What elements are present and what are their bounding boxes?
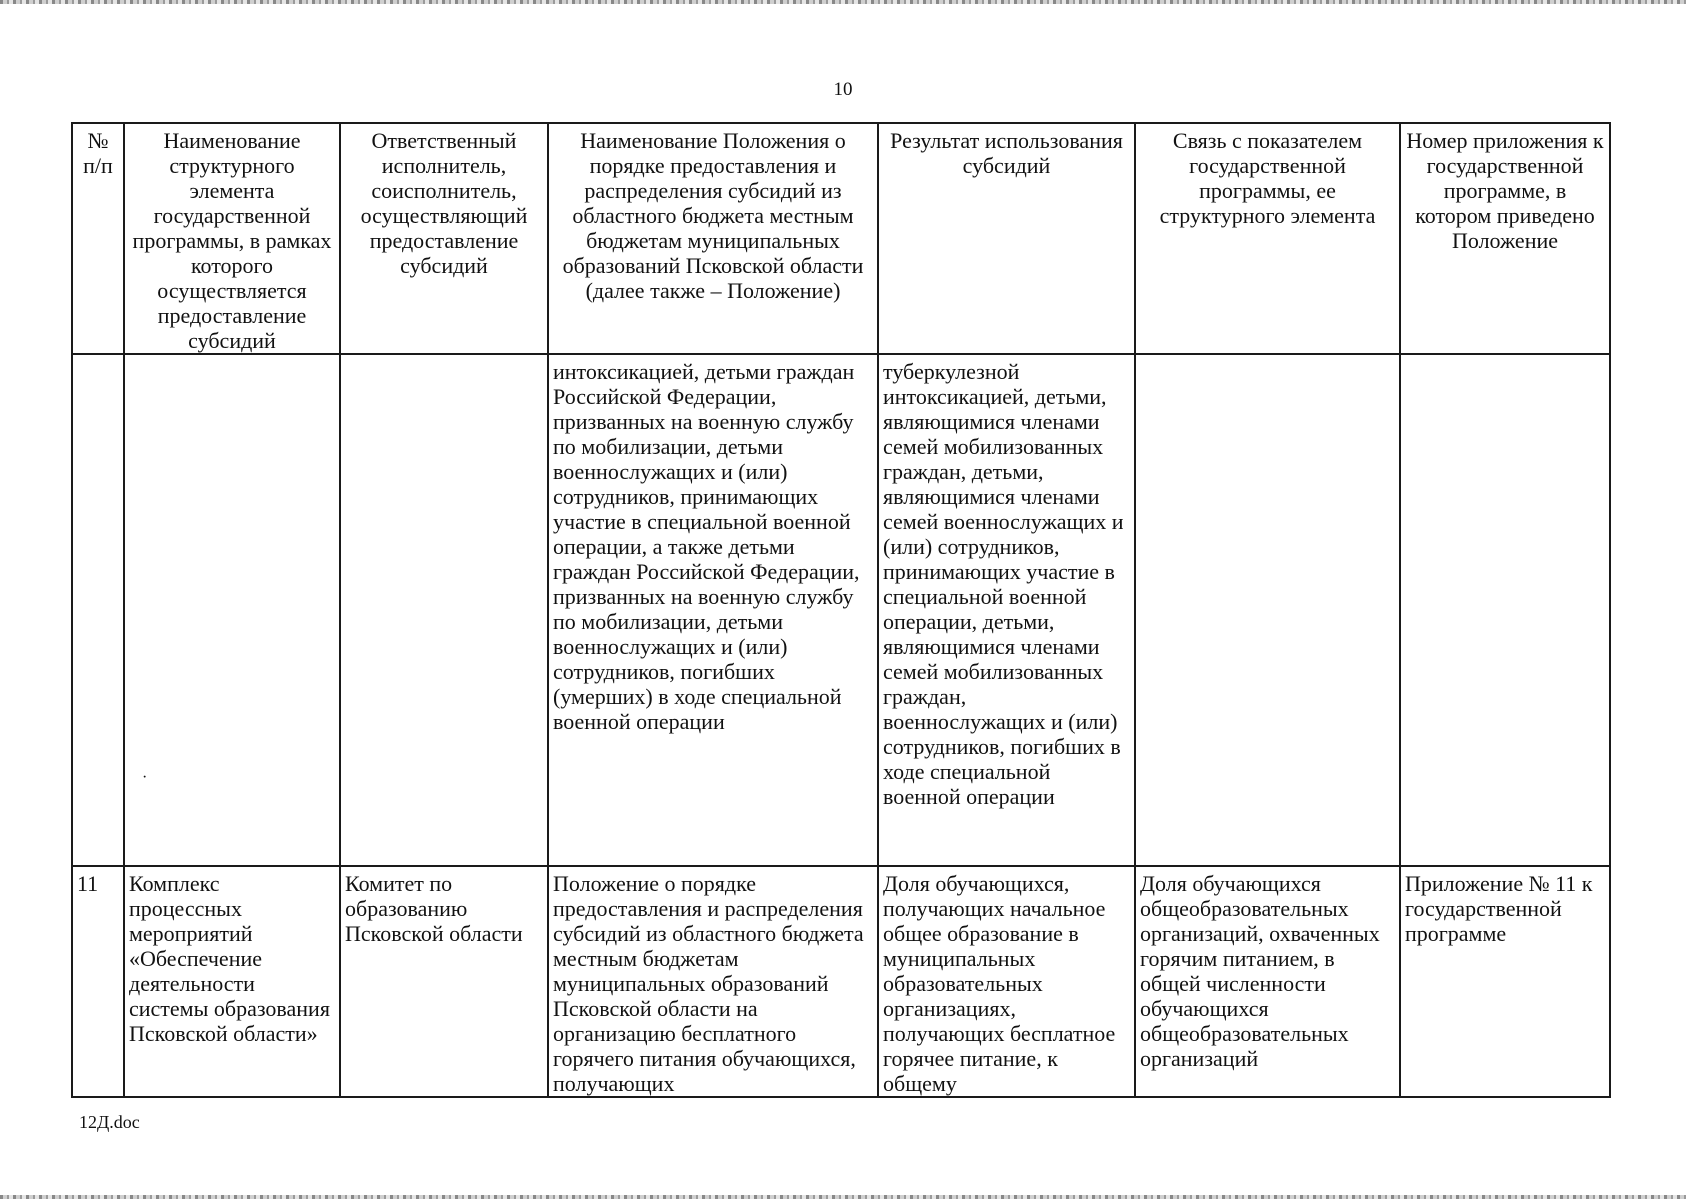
header-structural-element: Наименование структурного элемента государственной программы, в рамках которого осуществляется предоставление субсидий bbox=[124, 123, 340, 354]
file-name-footer: 12Д.doc bbox=[79, 1112, 140, 1132]
cell-structural-element bbox=[124, 354, 340, 866]
header-executor: Ответственный исполнитель, соисполнитель, осуществляющий предоставление субсидий bbox=[340, 123, 548, 354]
cell-indicator-link bbox=[1135, 354, 1400, 866]
scan-speck: · bbox=[142, 769, 148, 786]
cell-appendix-number bbox=[1400, 354, 1610, 866]
cell-executor bbox=[340, 354, 548, 866]
subsidies-table bbox=[71, 122, 1611, 1098]
cell-structural-element: Комплекс процессных мероприятий «Обеспечение деятельности системы образования Псковской области» bbox=[124, 866, 340, 1097]
header-number: № п/п bbox=[72, 123, 124, 354]
cell-regulation: Положение о порядке предоставления и распределения субсидий из областного бюджета местным бюджетам муниципальных образований Псковской области на организацию бесплатного горячего питания обучающихся, получающих bbox=[548, 866, 878, 1097]
table-header-row bbox=[72, 123, 1610, 354]
cell-number: 11 bbox=[72, 866, 124, 1097]
cell-indicator-link: Доля обучающихся общеобразовательных организаций, охваченных горячим питанием, в общей численности обучающихся общеобразовательных организаций bbox=[1135, 866, 1400, 1097]
table-row bbox=[72, 866, 1610, 1097]
scan-edge-bottom bbox=[0, 1195, 1686, 1199]
cell-result: Доля обучающихся, получающих начальное общее образование в муниципальных образовательных организациях, получающих бесплатное горячее питание, к общему bbox=[878, 866, 1135, 1097]
cell-number bbox=[72, 354, 124, 866]
table-row bbox=[72, 354, 1610, 866]
header-regulation: Наименование Положения о порядке предоставления и распределения субсидий из областного бюджета местным бюджетам муниципальных образований Псковской области (далее также – Положение) bbox=[548, 123, 878, 354]
cell-appendix-number: Приложение № 11 к государственной программе bbox=[1400, 866, 1610, 1097]
header-indicator-link: Связь с показателем государственной программы, ее структурного элемента bbox=[1135, 123, 1400, 354]
cell-executor: Комитет по образованию Псковской области bbox=[340, 866, 548, 1097]
header-appendix-number: Номер приложения к государственной программе, в котором приведено Положение bbox=[1400, 123, 1610, 354]
cell-regulation: интоксикацией, детьми граждан Российской Федерации, призванных на военную службу по мобилизации, детьми военнослужащих и (или) сотрудников, принимающих участие в специальной военной операции, а также детьми граждан Российской Федерации, призванных на военную службу по мобилизации, детьми военнослужащих и (или) сотрудников, погибших (умерших) в ходе специальной военной операции bbox=[548, 354, 878, 866]
page-number: 10 bbox=[833, 79, 853, 100]
cell-result: туберкулезной интоксикацией, детьми, являющимися членами семей мобилизованных граждан, детьми, являющимися членами семей военнослужащих и (или) сотрудников, принимающих участие в специальной военной операции, детьми, являющимися членами семей мобилизованных граждан, военнослужащих и (или) сотрудников, погибших в ходе специальной военной операции bbox=[878, 354, 1135, 866]
scan-edge-top bbox=[0, 0, 1686, 4]
header-result: Результат использования субсидий bbox=[878, 123, 1135, 354]
